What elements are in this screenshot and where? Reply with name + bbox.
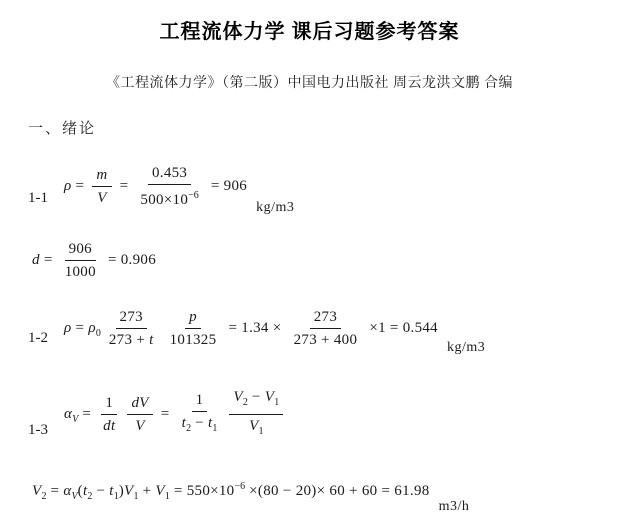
formula-row-1-3 xyxy=(28,388,287,441)
math-token: dV xyxy=(131,395,149,411)
math-token: 0 xyxy=(95,327,101,339)
fraction-denominator xyxy=(136,185,202,209)
problem-label: 1-3 xyxy=(28,422,48,438)
fraction-denominator xyxy=(93,187,110,207)
math-token: 273 + xyxy=(108,332,150,348)
math-fraction xyxy=(92,166,111,207)
formula-row-1-1 xyxy=(28,164,295,215)
formula-math xyxy=(64,308,438,349)
math-token: 2 xyxy=(41,491,47,502)
math-token: 2 xyxy=(87,491,93,502)
formula-row-density-ratio xyxy=(32,240,156,281)
math-token: V xyxy=(71,491,78,502)
math-token: 2 xyxy=(242,397,248,408)
formula-row-1-2 xyxy=(28,308,486,355)
fraction-denominator xyxy=(166,329,221,349)
fraction-denominator xyxy=(131,415,148,435)
math-token: 1000 xyxy=(64,264,96,280)
math-fraction xyxy=(290,308,362,349)
math-token: = xyxy=(115,177,133,194)
math-token: t xyxy=(181,415,187,431)
math-token: − xyxy=(247,389,265,405)
math-token: = 906 xyxy=(206,177,248,194)
math-token: = xyxy=(71,319,89,336)
math-token: m xyxy=(96,167,108,183)
math-token: 273 + 400 xyxy=(293,332,358,348)
math-fraction xyxy=(127,394,152,435)
fraction-numerator xyxy=(148,164,191,185)
math-token: V xyxy=(72,413,79,425)
math-token: − xyxy=(92,483,110,499)
fraction-denominator xyxy=(105,329,158,349)
math-token: ρ xyxy=(88,319,96,336)
formula-math xyxy=(64,164,247,209)
math-token: 500×10 xyxy=(140,192,189,208)
math-token: = xyxy=(39,251,57,268)
math-token: 1 xyxy=(274,397,280,408)
math-token: = xyxy=(156,405,174,422)
fraction-denominator xyxy=(290,329,362,349)
formula-unit: kg/m3 xyxy=(256,200,295,215)
math-token: − xyxy=(191,415,208,431)
math-token: V xyxy=(264,389,275,405)
fraction-denominator xyxy=(61,261,100,281)
fraction-numerator xyxy=(185,308,201,329)
math-token: ρ xyxy=(64,319,72,336)
fraction-numerator xyxy=(116,308,147,329)
fraction-numerator xyxy=(65,240,96,261)
fraction-denominator xyxy=(245,415,267,441)
fraction-denominator xyxy=(99,415,119,435)
math-token: 2 xyxy=(186,423,192,434)
math-token: −6 xyxy=(188,190,199,201)
math-token: 273 xyxy=(313,309,338,325)
math-token: d xyxy=(32,251,40,268)
math-token: = 0.906 xyxy=(103,251,156,268)
math-token: ×(80 − 20)× 60 + 60 = 61.98 xyxy=(245,483,430,499)
math-token: 1 xyxy=(164,491,170,502)
formula-math xyxy=(32,476,430,508)
math-token: V xyxy=(233,389,243,405)
document-title: 工程流体力学 课后习题参考答案 xyxy=(159,21,460,43)
math-token: V xyxy=(32,483,42,499)
math-fraction xyxy=(136,164,202,209)
math-token: 1 xyxy=(212,423,218,434)
fraction-numerator xyxy=(101,394,117,415)
math-token: t xyxy=(149,332,154,348)
math-token: ρ xyxy=(64,177,72,194)
fraction-numerator xyxy=(192,391,208,412)
math-fraction xyxy=(166,308,221,349)
math-token: dt xyxy=(103,418,116,434)
formula-math xyxy=(32,240,156,281)
math-token: V xyxy=(155,483,165,499)
fraction-numerator xyxy=(310,308,341,329)
formula-math xyxy=(64,388,287,441)
math-fraction xyxy=(178,391,222,438)
math-token: + xyxy=(138,483,156,499)
math-token: t xyxy=(82,483,88,499)
math-token: t xyxy=(109,483,114,499)
math-token: = 1.34 × xyxy=(224,319,286,336)
math-token: V xyxy=(97,190,107,206)
math-token: 1 xyxy=(113,491,119,502)
math-token: 273 xyxy=(119,309,143,325)
math-fraction xyxy=(61,240,100,281)
math-token: V xyxy=(249,418,259,434)
math-token: = 550×10 xyxy=(169,483,235,499)
math-token: V xyxy=(124,483,134,499)
math-token: ) xyxy=(118,483,125,499)
math-token: 0.453 xyxy=(151,165,188,181)
math-token: 101325 xyxy=(169,332,217,348)
formula-unit: m3/h xyxy=(438,499,470,514)
fraction-numerator xyxy=(229,388,283,415)
problem-label: 1-2 xyxy=(28,330,48,346)
math-token: −6 xyxy=(234,481,246,492)
math-token: = xyxy=(78,405,96,422)
math-token: p xyxy=(189,309,197,325)
math-token: = xyxy=(71,177,89,194)
fraction-numerator xyxy=(127,394,152,415)
math-token: 1 xyxy=(258,426,264,437)
math-fraction xyxy=(105,308,158,349)
math-token: α xyxy=(64,405,73,422)
formula-row-v2 xyxy=(32,476,470,514)
math-token: V xyxy=(135,418,145,434)
math-token: α xyxy=(63,483,72,499)
math-token: ( xyxy=(77,483,83,499)
math-token: = xyxy=(46,483,64,499)
formula-unit: kg/m3 xyxy=(447,340,486,355)
math-token: 906 xyxy=(68,241,92,257)
math-fraction xyxy=(229,388,283,441)
math-token: t xyxy=(207,415,213,431)
math-token: 1 xyxy=(105,395,114,411)
math-token: 1 xyxy=(133,491,139,502)
math-token: 1 xyxy=(195,392,204,408)
section-heading: 一、绪论 xyxy=(28,121,97,137)
math-token: ×1 = 0.544 xyxy=(365,319,438,336)
fraction-numerator xyxy=(92,166,111,187)
problem-label: 1-1 xyxy=(28,190,48,206)
fraction-denominator xyxy=(178,412,222,438)
math-fraction xyxy=(99,394,119,435)
document-subtitle: 《工程流体力学》（第二版）中国电力出版社 周云龙洪文鹏 合编 xyxy=(106,76,513,91)
